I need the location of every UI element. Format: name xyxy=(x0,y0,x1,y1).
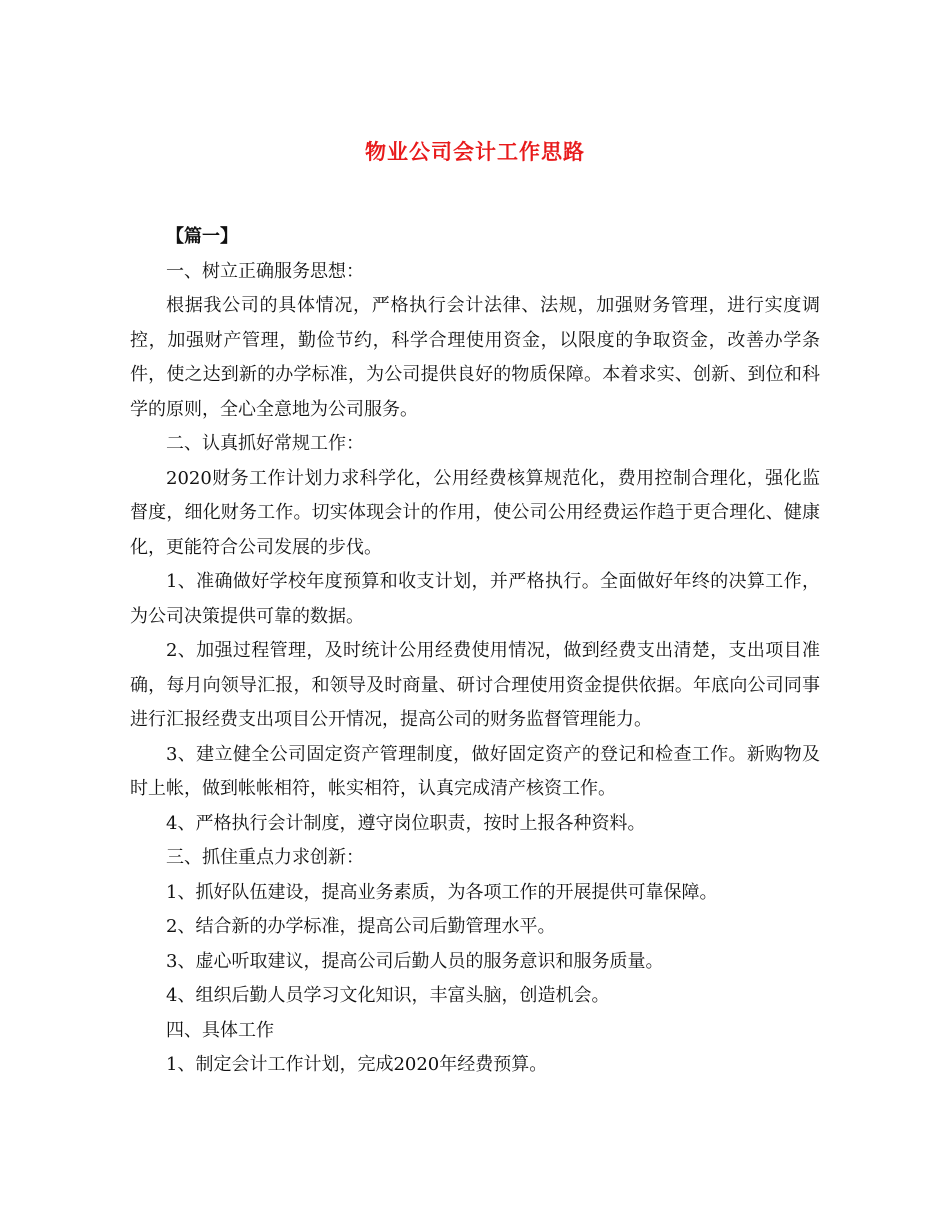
paragraph-heading-1: 一、树立正确服务思想： xyxy=(166,260,364,282)
paragraph: 2020财务工作计划力求科学化，公用经费核算规范化，费用控制合理化，强化监督度，细化财务工作。切实体现会计的作用，使公司公用经费运作趋于更合理化、健康化，更能符合公司发展的步伐。 xyxy=(130,467,820,558)
list-item: 2、加强过程管理，及时统计公用经费使用情况，做到经费支出清楚，支出项目准确，每月向领导汇报，和领导及时商量、研讨合理使用资金提供依据。年底向公司同事进行汇报经费支出项目公开情况，提高公司的财务监督管理能力。 xyxy=(130,640,820,730)
list-item: 1、准确做好学校年度预算和收支计划，并严格执行。全面做好年终的决算工作，为公司决策提供可靠的数据。 xyxy=(130,571,820,627)
paragraph-heading-3: 三、抓住重点力求创新： xyxy=(166,847,364,868)
list-item: 4、严格执行会计制度，遵守岗位职责，按时上报各种资料。 xyxy=(166,812,646,834)
document-body xyxy=(130,220,820,1083)
list-item: 3、建立健全公司固定资产管理制度，做好固定资产的登记和检查工作。新购物及时上帐，做到帐帐相符，帐实相符，认真完成清产核资工作。 xyxy=(130,743,820,799)
list-item: 1、制定会计工作计划，完成2020年经费预算。 xyxy=(166,1054,548,1075)
list-item: 4、组织后勤人员学习文化知识，丰富头脑，创造机会。 xyxy=(166,985,610,1006)
list-item: 3、虚心听取建议，提高公司后勤人员的服务意识和服务质量。 xyxy=(166,950,664,972)
paragraph-heading-2: 二、认真抓好常规工作： xyxy=(166,433,364,454)
list-item: 2、结合新的办学标准，提高公司后勤管理水平。 xyxy=(166,916,556,937)
list-item: 1、抓好队伍建设，提高业务素质，为各项工作的开展提供可靠保障。 xyxy=(166,881,718,903)
document-title: 物业公司会计工作思路 xyxy=(365,139,585,164)
paragraph-heading-4: 四、具体工作 xyxy=(166,1019,274,1041)
paragraph: 根据我公司的具体情况，严格执行会计法律、法规，加强财务管理，进行实度调控，加强财产管理，勤俭节约，科学合理使用资金，以限度的争取资金，改善办学条件，使之达到新的办学标准，为公司提供良好的物质保障。本着求实、创新、到位和科学的原则，全心全意地为公司服务。 xyxy=(130,295,820,420)
section-heading: 【篇一】 xyxy=(166,226,238,247)
